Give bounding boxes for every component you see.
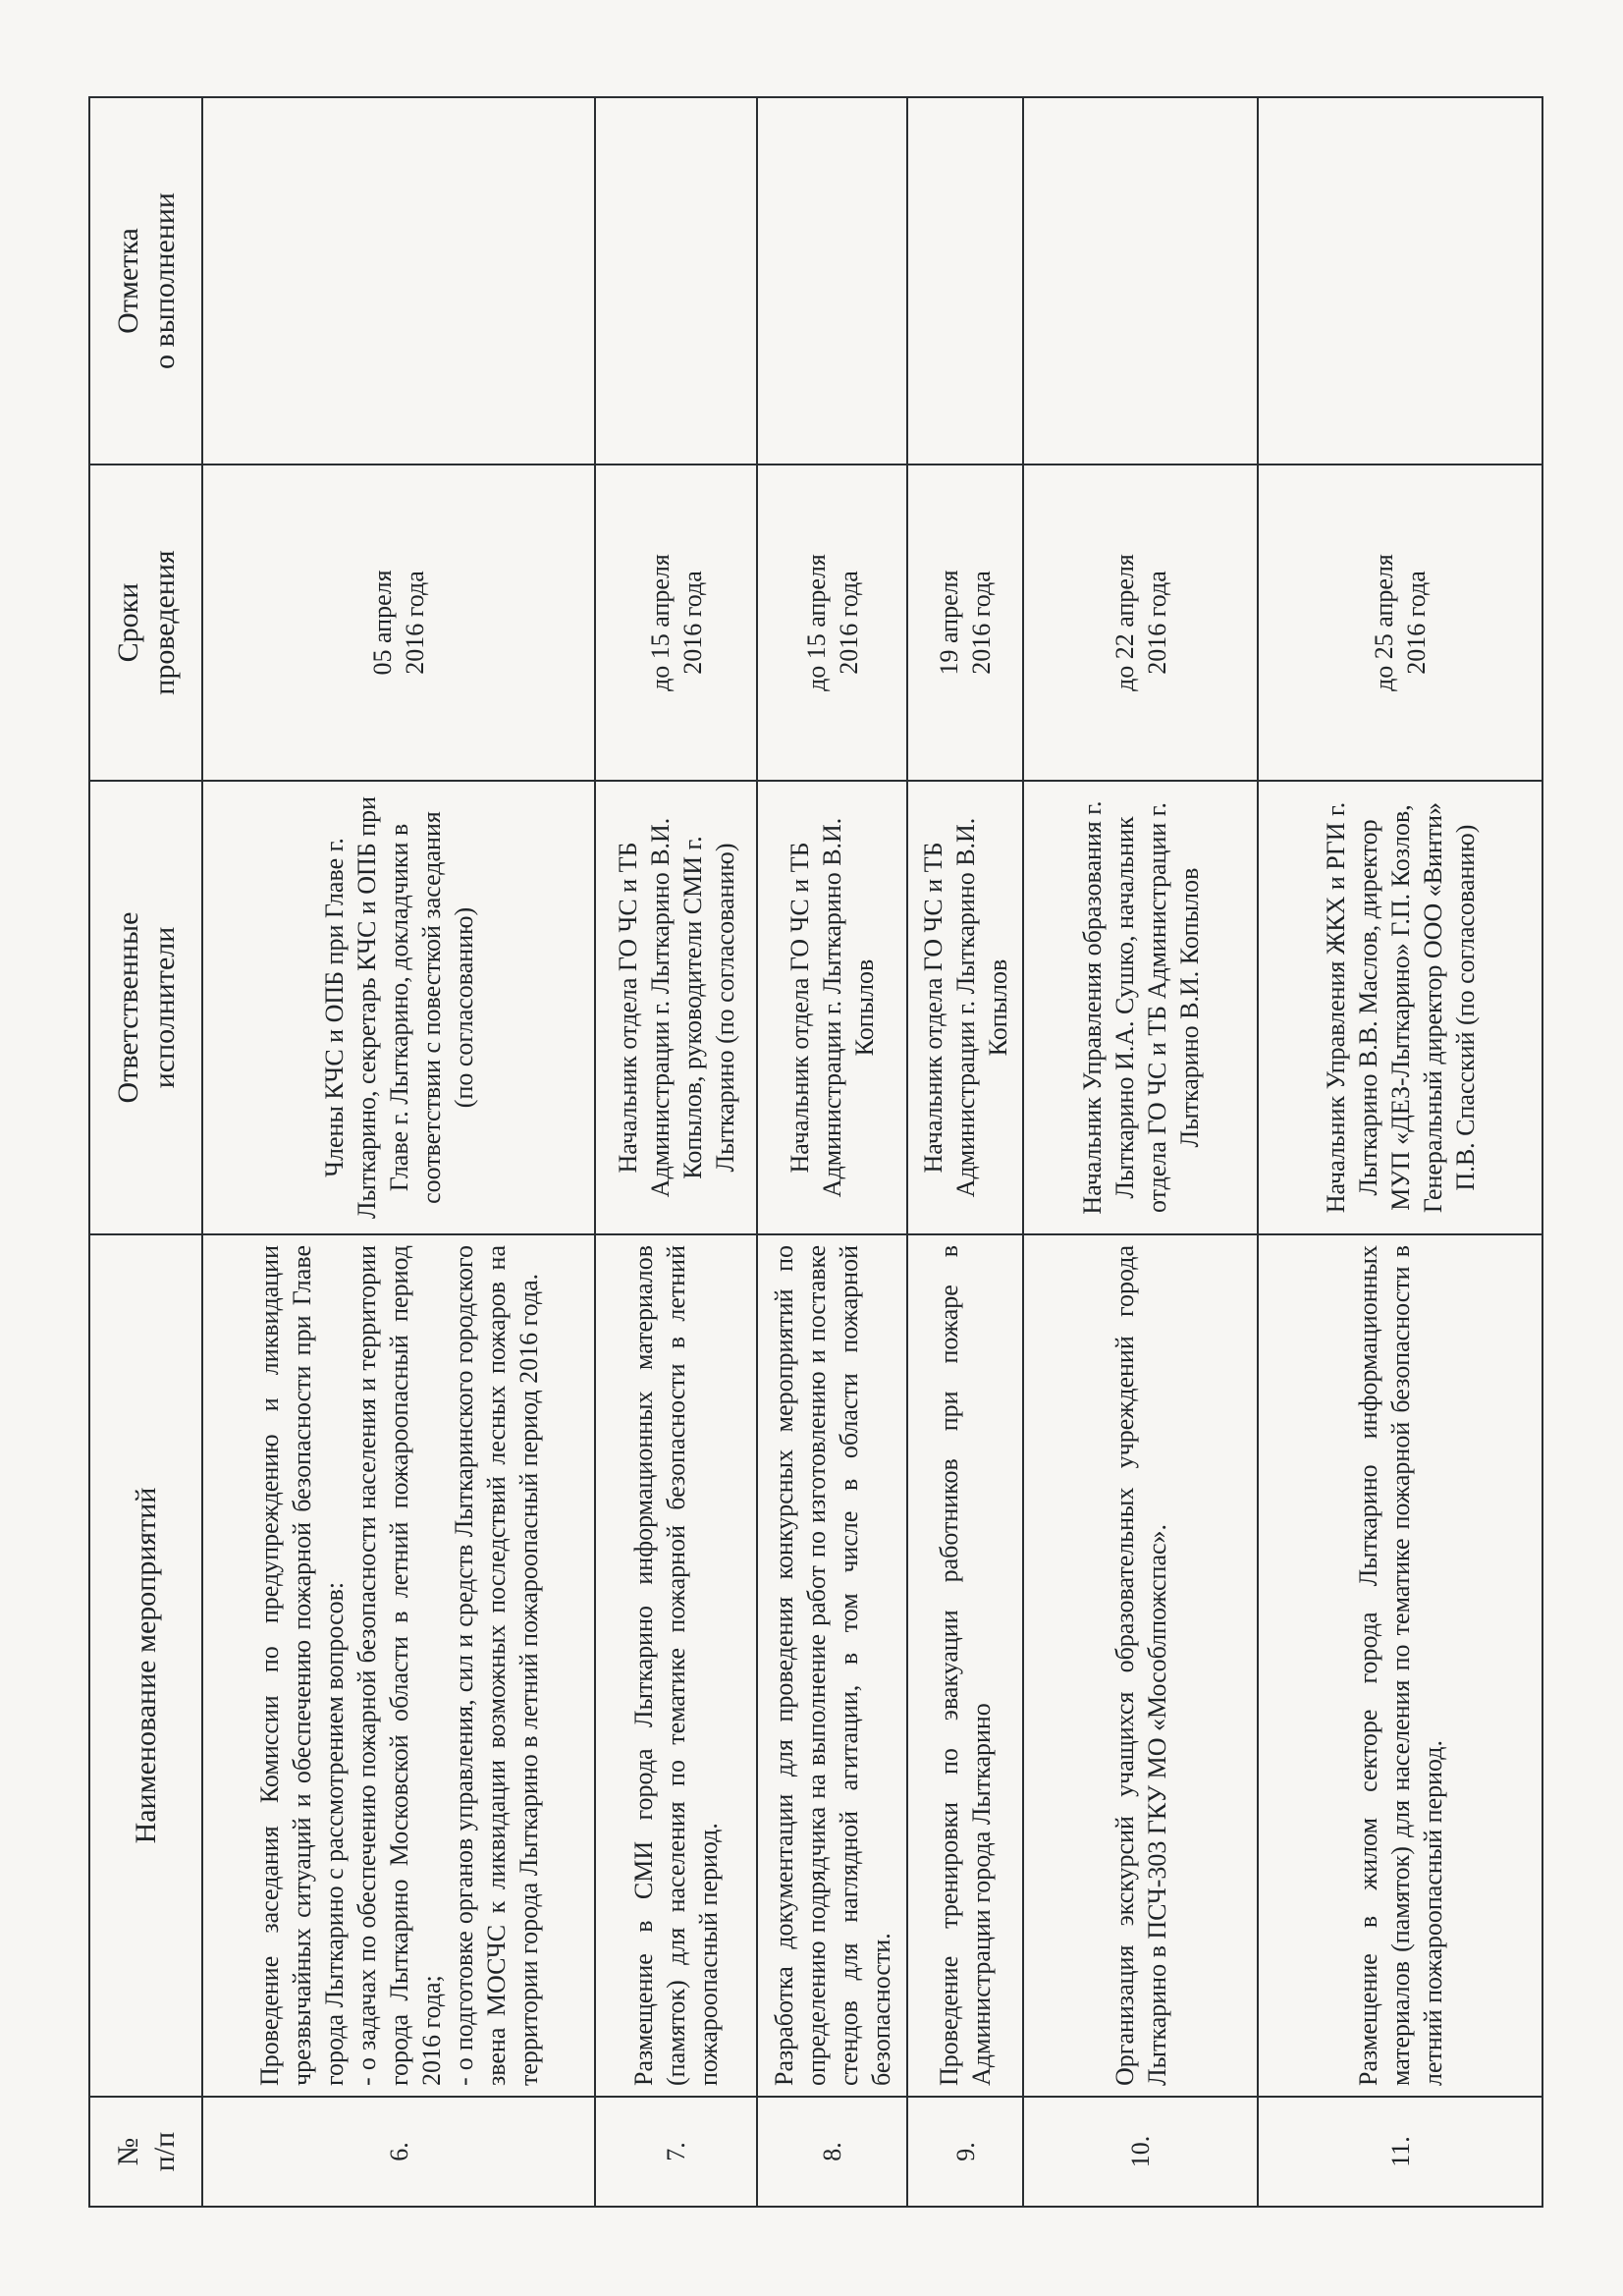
rotated-table-wrapper xyxy=(88,98,1543,2208)
responsible: Начальник отдела ГО ЧС и ТБ Администрации г. Лыткарино В.И. Копылов xyxy=(757,781,907,1234)
responsible: Члены КЧС и ОПБ при Главе г. Лыткарино, секретарь КЧС и ОПБ при Главе г. Лыткарино, докладчики в соответствии с повесткой заседания (по согласованию) xyxy=(202,781,595,1234)
responsible: Начальник Управления образования г. Лыткарино И.А. Сушко, начальник отдела ГО ЧС и ТБ Администрации г. Лыткарино В.И. Копылов xyxy=(1023,781,1258,1234)
row-number: 8. xyxy=(757,2097,907,2207)
responsible: Начальник Управления ЖКХ и РГИ г. Лыткарино В.В. Маслов, директор МУП «ДЕЗ-Лыткарино» Г.П. Козлов, Генеральный директор ООО «Винти» П.В. Спасский (по согласованию) xyxy=(1258,781,1542,1234)
date: до 15 апреля 2016 года xyxy=(757,465,907,781)
table-row xyxy=(1023,97,1258,2207)
date: до 22 апреля 2016 года xyxy=(1023,465,1258,781)
completion-mark xyxy=(595,97,757,465)
table-row xyxy=(757,97,907,2207)
table-row xyxy=(595,97,757,2207)
row-number: 6. xyxy=(202,2097,595,2207)
event-name: Разработка документации для проведения конкурсных мероприятий по определению подрядчика на выполнение работ по изготовлению и поставке стендов для наглядной агитации, в том числе в области пожарной безопасности. xyxy=(757,1234,907,2097)
completion-mark xyxy=(907,97,1023,465)
events-table xyxy=(88,96,1543,2208)
row-number: 7. xyxy=(595,2097,757,2207)
event-name: Проведение заседания Комиссии по предупреждению и ликвидации чрезвычайных ситуаций и обеспечению пожарной безопасности при Главе города Лыткарино с рассмотрением вопросов: - о задачах по обеспечению пожарной безопасности населения и территории города Лыткарино Московской области в летний пожароопасный период 2016 года; - о подготовке органов управления, сил и средств Лыткаринского городского звена МОСЧС к ликвидации возможных последствий лесных пожаров на территории города Лыткарино в летний пожароопасный период 2016 года. xyxy=(202,1234,595,2097)
date: до 25 апреля 2016 года xyxy=(1258,465,1542,781)
date: 19 апреля 2016 года xyxy=(907,465,1023,781)
table-row xyxy=(202,97,595,2207)
table-row xyxy=(1258,97,1542,2207)
event-name: Организация экскурсий учащихся образовательных учреждений города Лыткарино в ПСЧ-303 ГКУ МО «Мособлпожспас». xyxy=(1023,1234,1258,2097)
header-mark: Отметка о выполнении xyxy=(89,97,202,465)
row-number: 9. xyxy=(907,2097,1023,2207)
header-num: № п/п xyxy=(89,2097,202,2207)
date: 05 апреля 2016 года xyxy=(202,465,595,781)
event-name: Размещение в СМИ города Лыткарино информационных материалов (памяток) для населения по тематике пожарной безопасности в летний пожароопасный период. xyxy=(595,1234,757,2097)
header-responsible: Ответственные исполнители xyxy=(89,781,202,1234)
table-row xyxy=(907,97,1023,2207)
header-name: Наименование мероприятий xyxy=(89,1234,202,2097)
completion-mark xyxy=(202,97,595,465)
completion-mark xyxy=(757,97,907,465)
row-number: 10. xyxy=(1023,2097,1258,2207)
table-header-row xyxy=(89,97,202,2207)
row-number: 11. xyxy=(1258,2097,1542,2207)
event-name: Проведение тренировки по эвакуации работников при пожаре в Администрации города Лыткарино xyxy=(907,1234,1023,2097)
completion-mark xyxy=(1258,97,1542,465)
header-dates: Сроки проведения xyxy=(89,465,202,781)
responsible: Начальник отдела ГО ЧС и ТБ Администрации г. Лыткарино В.И. Копылов, руководители СМИ г. Лыткарино (по согласованию) xyxy=(595,781,757,1234)
responsible: Начальник отдела ГО ЧС и ТБ Администрации г. Лыткарино В.И. Копылов xyxy=(907,781,1023,1234)
date: до 15 апреля 2016 года xyxy=(595,465,757,781)
event-name: Размещение в жилом секторе города Лыткарино информационных материалов (памяток) для населения по тематике пожарной безопасности в летний пожароопасный период. xyxy=(1258,1234,1542,2097)
completion-mark xyxy=(1023,97,1258,465)
